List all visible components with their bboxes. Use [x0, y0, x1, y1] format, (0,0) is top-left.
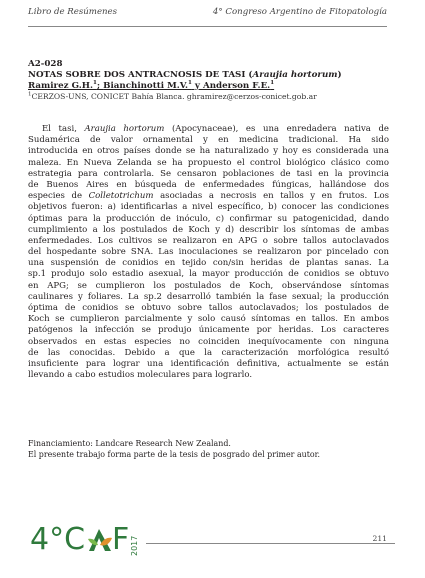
thesis-note: El presente trabajo forma parte de la tesis de posgrado del primer autor. [28, 450, 321, 459]
abstract-title [28, 70, 398, 81]
author-separator-2: y [191, 81, 203, 91]
author-2-affiliation-mark: 1 [187, 80, 192, 87]
abstract-line: llevando a cabo estudios moleculares para lograrlo. [28, 370, 253, 381]
logo-year: 2017 [130, 535, 139, 556]
affiliation-mark: 1 [28, 91, 32, 98]
footer-divider [146, 543, 395, 544]
author-separator-1: ; [96, 81, 104, 91]
logo-leaf-a-icon [87, 527, 113, 553]
congress-logo [30, 520, 142, 560]
abstract-body [28, 124, 389, 381]
title-suffix: ) [337, 70, 342, 80]
abstract-line: objetivos fueron: a) identificarlas a nivel específico, b) conocer las condiciones [28, 202, 389, 213]
abstract-code: A2-028 [28, 59, 63, 69]
abstract-line: estrategia para controlarla. Se censaron poblaciones de tasi en la provincia [28, 168, 389, 179]
page-number: 211 [372, 534, 387, 543]
abstract-line: El tasi, Araujia hortorum (Apocynaceae), es una enredadera nativa de [42, 124, 389, 134]
abstract-line: patógenos la infección se produjo únicamente por heridas. Los caracteres [28, 325, 389, 336]
author-3-affiliation-mark: 1 [270, 80, 275, 87]
title-species: Araujia hortorum [252, 70, 338, 80]
abstract-header [28, 59, 398, 102]
author-1-affiliation-mark: 1 [92, 80, 97, 87]
abstract-line: Koch se cumplieron parcialmente y solo causó síntomas en tallos. En ambos [28, 314, 389, 325]
abstract-line: observados en estas especies no coinciden inequívocamente con ninguna [28, 336, 389, 347]
abstract-line: enfermedades. Los cultivos se realizaron en APG o sobre tallos autoclavados [28, 235, 389, 246]
abstract-line: maleza. En Nueva Zelanda se ha propuesto el control biológico clásico como [28, 157, 389, 168]
abstract-line: óptima de conidios se obtuvo sobre tallos autoclavados; los postulados de [28, 303, 389, 313]
funding-line: Financiamiento: Landcare Research New Zealand. [28, 439, 231, 448]
author-2: Bianchinotti M.V. [103, 81, 188, 91]
affiliation-text: CERZOS-UNS, CONICET Bahía Blanca. ghramirez@cerzos-conicet.gob.ar [31, 92, 317, 101]
affiliation [28, 92, 398, 102]
abstract-line: especies de Colletotrichum asociadas a necrosis en tallos y en frutos. Los [28, 191, 389, 202]
abstract-line: de Buenos Aires en búsqueda de enfermedades fúngicas, hallándose dos [28, 179, 389, 190]
abstract-line: del hospedante sobre SNA. Las inoculaciones se realizaron por pincelado con [28, 247, 389, 258]
abstract-line: una suspensión de conidios en tejido con/sin heridas de plantas sanas. La [28, 258, 389, 269]
abstract-line: insuficiente para lograr una identificación definitiva, actualmente se están [28, 358, 389, 369]
logo-text-suffix: F [112, 522, 130, 557]
abstract-line: caulinares y foliares. La sp.2 desarrolló también la fase sexual; la producción [28, 291, 389, 302]
abstract-line: en APG; se cumplieron los postulados de Koch, observándose síntomas [28, 280, 389, 291]
header-book-title: Libro de Resúmenes [28, 7, 118, 17]
abstract-line: sp.1 produjo solo estadio asexual, la mayor producción de conidios se obtuvo [28, 269, 389, 280]
header-congress-title: 4° Congreso Argentino de Fitopatología [212, 7, 387, 17]
abstract-line: introducida en otros países donde se ha naturalizado y hoy es considerada una [28, 146, 389, 157]
abstract-line: óptimas para la producción de inóculo, c) confirmar su patogenicidad, dando [28, 213, 389, 224]
logo-text-prefix: 4°C [30, 522, 86, 557]
funding-note [28, 438, 320, 460]
header-divider [28, 26, 387, 27]
author-1: Ramirez G.H. [28, 81, 93, 91]
title-prefix: NOTAS SOBRE DOS ANTRACNOSIS DE TASI ( [28, 70, 253, 80]
page-header [0, 0, 425, 26]
authors-line [28, 81, 398, 92]
abstract-line: de las conocidas. Debido a que la caracterización morfológica resultó [28, 347, 389, 358]
abstract-line: cumplimiento a los postulados de Koch y d) describir los síntomas de ambas [28, 224, 389, 235]
abstract-line: Sudamérica de valor ornamental y en medicina tradicional. Ha sido [28, 135, 389, 146]
author-3: Anderson F.E. [202, 81, 271, 91]
